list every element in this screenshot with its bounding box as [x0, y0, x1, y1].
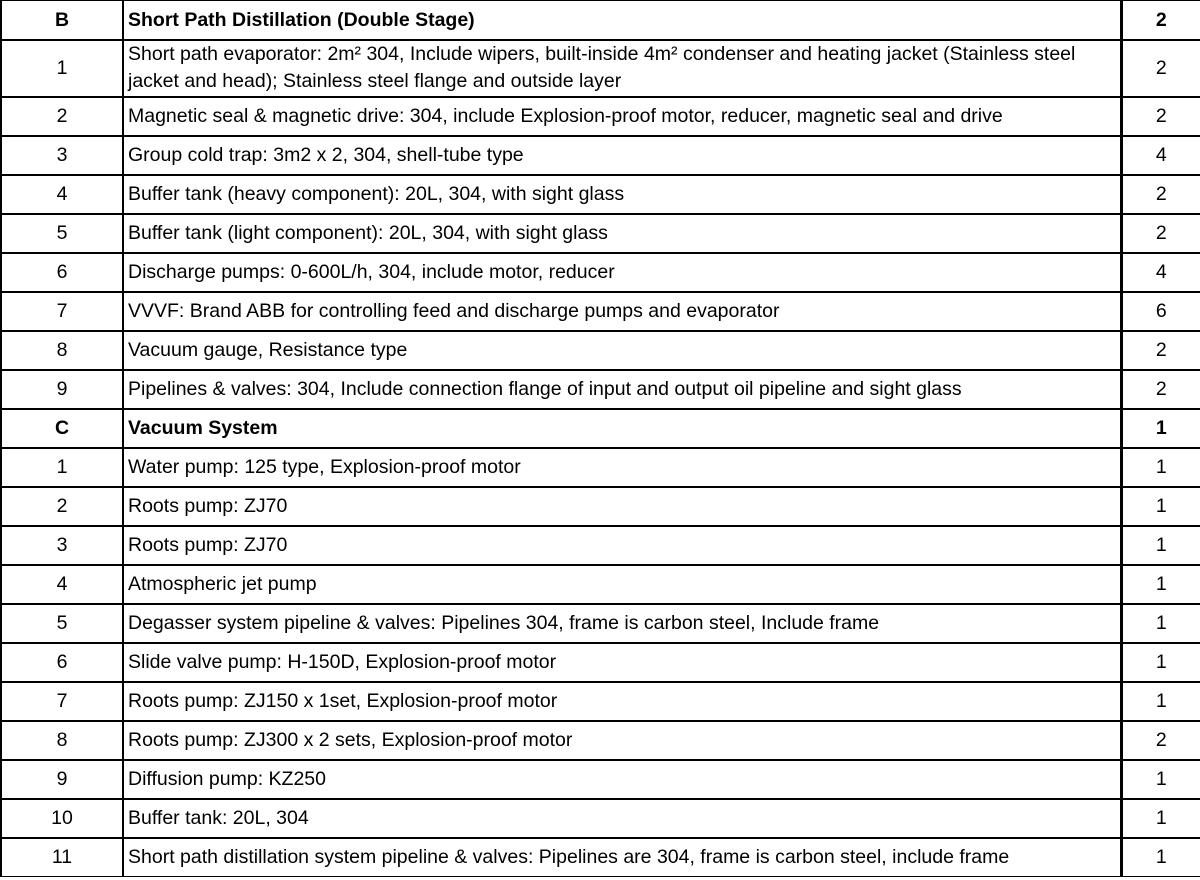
item-description: Vacuum gauge, Resistance type — [123, 331, 1121, 370]
table-row — [1, 682, 1200, 721]
item-qty: 2 — [1121, 331, 1200, 370]
item-number: 7 — [1, 682, 123, 721]
item-number: 9 — [1, 370, 123, 409]
table-row — [1, 97, 1200, 136]
item-qty: 1 — [1121, 838, 1200, 877]
item-qty: 1 — [1121, 643, 1200, 682]
section-qty: 1 — [1121, 409, 1200, 448]
item-number: 2 — [1, 487, 123, 526]
item-qty: 1 — [1121, 526, 1200, 565]
item-number: 2 — [1, 97, 123, 136]
section-title: Short Path Distillation (Double Stage) — [123, 1, 1121, 40]
table-row — [1, 40, 1200, 97]
table-row — [1, 136, 1200, 175]
item-description: Roots pump: ZJ300 x 2 sets, Explosion-proof motor — [123, 721, 1121, 760]
table-row — [1, 565, 1200, 604]
table-row — [1, 643, 1200, 682]
item-description: VVVF: Brand ABB for controlling feed and discharge pumps and evaporator — [123, 292, 1121, 331]
item-description: Buffer tank: 20L, 304 — [123, 799, 1121, 838]
item-qty: 1 — [1121, 487, 1200, 526]
item-number: 4 — [1, 565, 123, 604]
item-number: 11 — [1, 838, 123, 877]
item-number: 5 — [1, 214, 123, 253]
item-number: 6 — [1, 253, 123, 292]
table-row — [1, 838, 1200, 877]
table-row — [1, 760, 1200, 799]
item-description: Short path distillation system pipeline & valves: Pipelines are 304, frame is carbon steel, include frame — [123, 838, 1121, 877]
section-header-row — [1, 1, 1200, 40]
item-qty: 2 — [1121, 370, 1200, 409]
item-number: 8 — [1, 721, 123, 760]
item-qty: 2 — [1121, 175, 1200, 214]
table-row — [1, 331, 1200, 370]
item-qty: 2 — [1121, 214, 1200, 253]
item-qty: 1 — [1121, 760, 1200, 799]
table-row — [1, 526, 1200, 565]
section-code: C — [1, 409, 123, 448]
item-description: Slide valve pump: H-150D, Explosion-proof motor — [123, 643, 1121, 682]
item-qty: 2 — [1121, 721, 1200, 760]
item-number: 8 — [1, 331, 123, 370]
item-qty: 1 — [1121, 682, 1200, 721]
item-description: Buffer tank (heavy component): 20L, 304, with sight glass — [123, 175, 1121, 214]
item-number: 1 — [1, 40, 123, 97]
table-row — [1, 214, 1200, 253]
table-row — [1, 370, 1200, 409]
item-description: Roots pump: ZJ70 — [123, 487, 1121, 526]
section-header-row — [1, 409, 1200, 448]
item-qty: 1 — [1121, 565, 1200, 604]
item-number: 1 — [1, 448, 123, 487]
item-description: Diffusion pump: KZ250 — [123, 760, 1121, 799]
table-row — [1, 448, 1200, 487]
table-row — [1, 253, 1200, 292]
item-number: 6 — [1, 643, 123, 682]
item-description: Degasser system pipeline & valves: Pipelines 304, frame is carbon steel, Include frame — [123, 604, 1121, 643]
table-row — [1, 604, 1200, 643]
item-description: Atmospheric jet pump — [123, 565, 1121, 604]
table-row — [1, 721, 1200, 760]
item-qty: 1 — [1121, 799, 1200, 838]
item-description: Roots pump: ZJ150 x 1set, Explosion-proof motor — [123, 682, 1121, 721]
item-description: Buffer tank (light component): 20L, 304, with sight glass — [123, 214, 1121, 253]
item-number: 9 — [1, 760, 123, 799]
item-qty: 2 — [1121, 40, 1200, 97]
section-title: Vacuum System — [123, 409, 1121, 448]
item-number: 3 — [1, 136, 123, 175]
item-qty: 6 — [1121, 292, 1200, 331]
item-number: 4 — [1, 175, 123, 214]
item-number: 3 — [1, 526, 123, 565]
item-qty: 2 — [1121, 97, 1200, 136]
table-row — [1, 175, 1200, 214]
item-qty: 1 — [1121, 604, 1200, 643]
item-description: Pipelines & valves: 304, Include connection flange of input and output oil pipeline and sight glass — [123, 370, 1121, 409]
item-description: Short path evaporator: 2m² 304, Include wipers, built-inside 4m² condenser and heating jacket (Stainless steel jacket and head); Stainless steel flange and outside layer — [123, 40, 1121, 97]
table-row — [1, 292, 1200, 331]
item-number: 10 — [1, 799, 123, 838]
item-qty: 1 — [1121, 448, 1200, 487]
item-number: 7 — [1, 292, 123, 331]
item-description: Roots pump: ZJ70 — [123, 526, 1121, 565]
item-description: Water pump: 125 type, Explosion-proof motor — [123, 448, 1121, 487]
item-description: Group cold trap: 3m2 x 2, 304, shell-tube type — [123, 136, 1121, 175]
section-code: B — [1, 1, 123, 40]
table-row — [1, 487, 1200, 526]
table-row — [1, 799, 1200, 838]
item-qty: 4 — [1121, 253, 1200, 292]
item-number: 5 — [1, 604, 123, 643]
item-qty: 4 — [1121, 136, 1200, 175]
item-description: Discharge pumps: 0-600L/h, 304, include motor, reducer — [123, 253, 1121, 292]
item-description: Magnetic seal & magnetic drive: 304, include Explosion-proof motor, reducer, magnetic seal and drive — [123, 97, 1121, 136]
section-qty: 2 — [1121, 1, 1200, 40]
